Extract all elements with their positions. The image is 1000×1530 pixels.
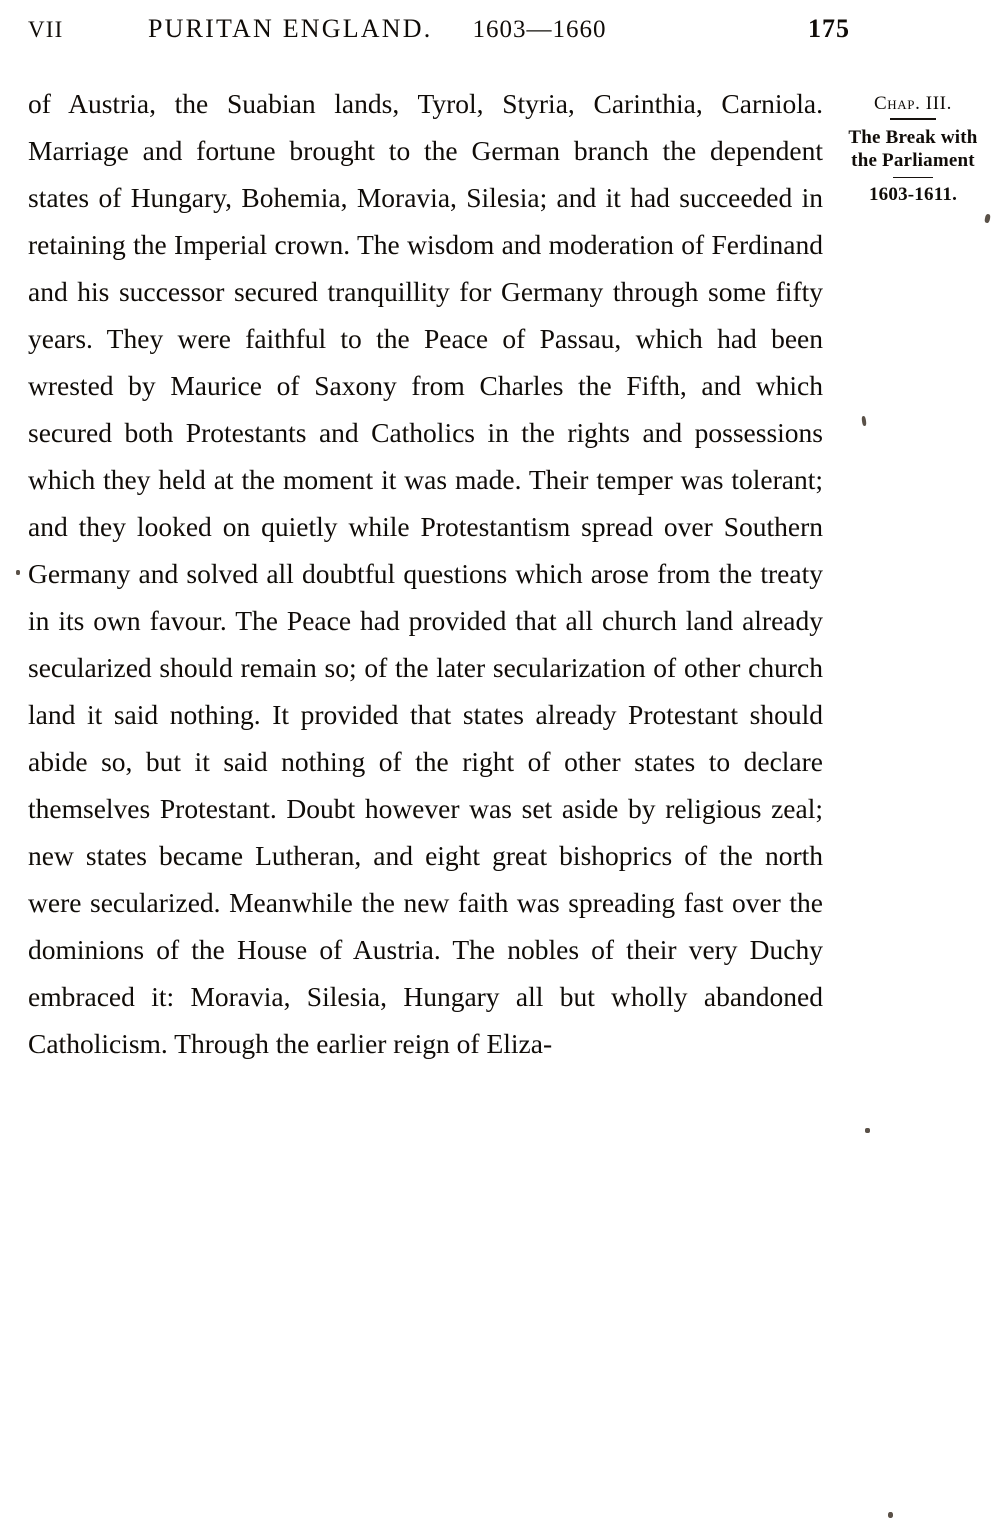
- margin-chapter-label: Chap. III.: [874, 93, 952, 114]
- body-text-column: [28, 80, 823, 1067]
- running-title: PURITAN ENGLAND.: [148, 14, 433, 43]
- page-speck: [861, 416, 866, 426]
- margin-date-range: 1603-1611.: [868, 184, 958, 206]
- margin-note-text: The Break with the Parliament: [848, 126, 978, 171]
- margin-rule-second: [893, 177, 933, 179]
- body-paragraph: of Austria, the Suabian lands, Tyrol, Styria, Carinthia, Carniola. Marriage and fortune brought to the German branch the dependent states of Hungary, Bohemia, Moravia, Silesia; and it had succeeded in retaining the Imperial crown. The wisdom and moderation of Ferdinand and his successor secured tranquillity for Germany through some fifty years. They were faithful to the Peace of Passau, which had been wrested by Maurice of Saxony from Charles the Fifth, and which secured both Protestants and Catholics in the rights and possessions which they held at the moment it was made. Their temper was tolerant; and they looked on quietly while Protestantism spread over Southern Germany and solved all doubtful questions which arose from the treaty in its own favour. The Peace had provided that all church land already secularized should remain so; of the later secularization of other church land it said nothing. It provided that states already Protestant should abide so, but it said nothing of the right of other states to declare themselves Protestant. Doubt however was set aside by religious zeal; new states became Lutheran, and eight great bishoprics of the north were secularized. Meanwhile the new faith was spreading fast over the dominions of the House of Austria. The nobles of their very Duchy embraced it: Moravia, Silesia, Hungary all but wholly abandoned Catholicism. Through the earlier reign of Eliza-: [28, 88, 823, 1059]
- page-number: 175: [808, 14, 850, 43]
- running-head: [28, 14, 828, 54]
- marginal-notes: [843, 92, 983, 206]
- page-speck: [984, 214, 991, 224]
- chapter-number: VII: [28, 17, 64, 42]
- margin-rule: [890, 118, 936, 120]
- page-speck: [888, 1512, 893, 1518]
- page-speck: [865, 1128, 870, 1133]
- page-speck: [16, 570, 20, 575]
- running-date-range: 1603—1660: [472, 16, 607, 43]
